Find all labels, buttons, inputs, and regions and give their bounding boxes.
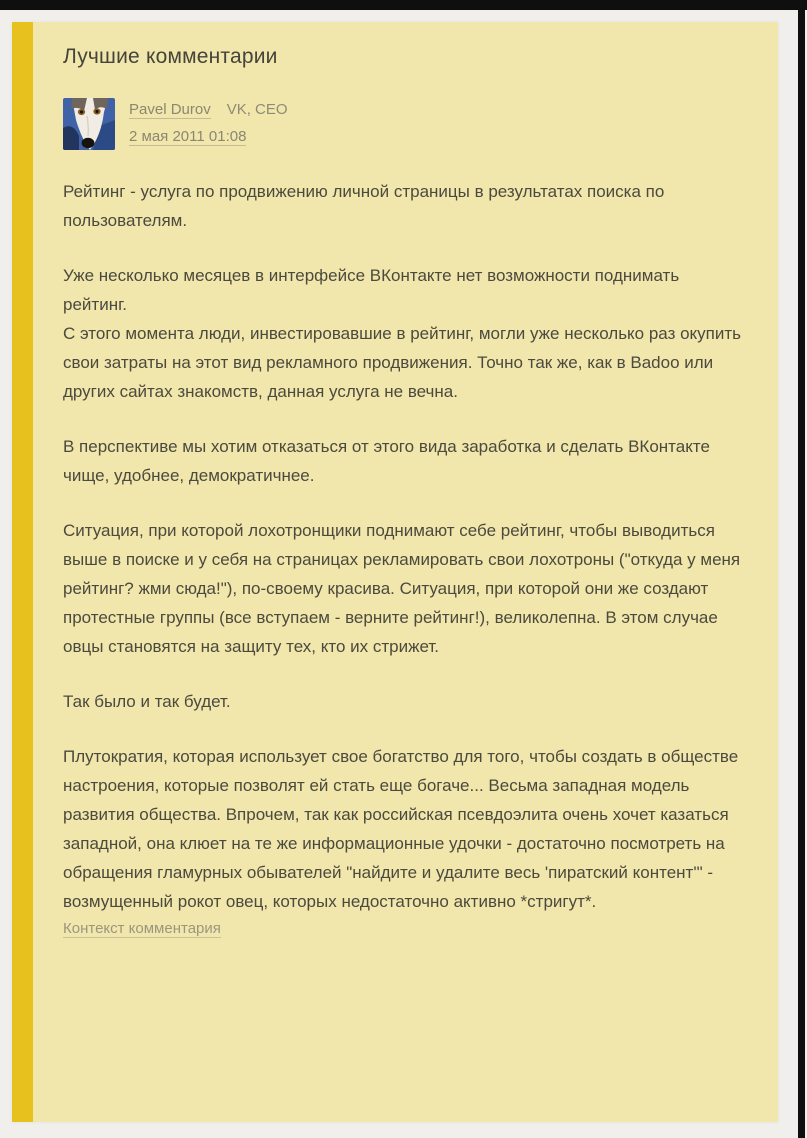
comment-text [63, 177, 742, 916]
top-black-bar [0, 0, 807, 10]
section-title: Лучшие комментарии [63, 45, 278, 68]
comment-paragraph: Плутократия, которая использует свое богатство для того, чтобы создать в обществе настроения, которые позволят ей стать еще богаче... Весьма западная модель развития общества. Впрочем, так как российская псевдоэлита очень хочет казаться западной, она клюет на те же информационные удочки - достаточно посмотреть на обращения гламурных обывателей "найдите и удалите весь 'пиратский контент'" - возмущенный рокот овец, которых недостаточно активно *стригут*. [63, 747, 739, 911]
right-black-bar [798, 0, 805, 1138]
comment-paragraph: Ситуация, при которой лохотронщики поднимают себе рейтинг, чтобы выводиться выше в поиске и у себя на страницах рекламировать свои лохотроны ("откуда у меня рейтинг? жми сюда!"), по-своему красива. Ситуация, при которой они же создают протестные группы (все вступаем - верните рейтинг!), великолепна. В этом случае овцы становятся на защиту тех, кто их стрижет. [63, 521, 741, 656]
comment-paragraph: Уже несколько месяцев в интерфейсе ВКонтакте нет возможности поднимать рейтинг. С этого момента люди, инвестировавшие в рейтинг, могли уже несколько раз окупить свои затраты на этот вид рекламного продвижения. Точно так же, как в Badoo или других сайтах знакомств, данная услуга не вечна. [63, 266, 742, 401]
comment-paragraph: Так было и так будет. [63, 692, 231, 711]
best-comments-body [33, 22, 778, 1122]
author-role: VK, CEO [226, 101, 288, 118]
author-row [129, 101, 288, 119]
comment-timestamp-link[interactable]: 2 мая 2011 01:08 [129, 128, 247, 145]
comment-meta [129, 98, 288, 150]
comment-paragraph: В перспективе мы хотим отказаться от этого вида заработка и сделать ВКонтакте чище, удобнее, демократичнее. [63, 437, 710, 485]
comment-header [63, 98, 742, 150]
highlight-stripe [12, 22, 33, 1122]
dog-avatar-icon [63, 98, 115, 150]
author-name-link[interactable]: Pavel Durov [129, 101, 211, 118]
avatar[interactable] [63, 98, 115, 150]
comment-paragraph: Рейтинг - услуга по продвижению личной страницы в результатах поиска по пользователям. [63, 182, 665, 230]
comment-context-link[interactable]: Контекст комментария [63, 920, 221, 937]
best-comments-card [12, 22, 778, 1122]
